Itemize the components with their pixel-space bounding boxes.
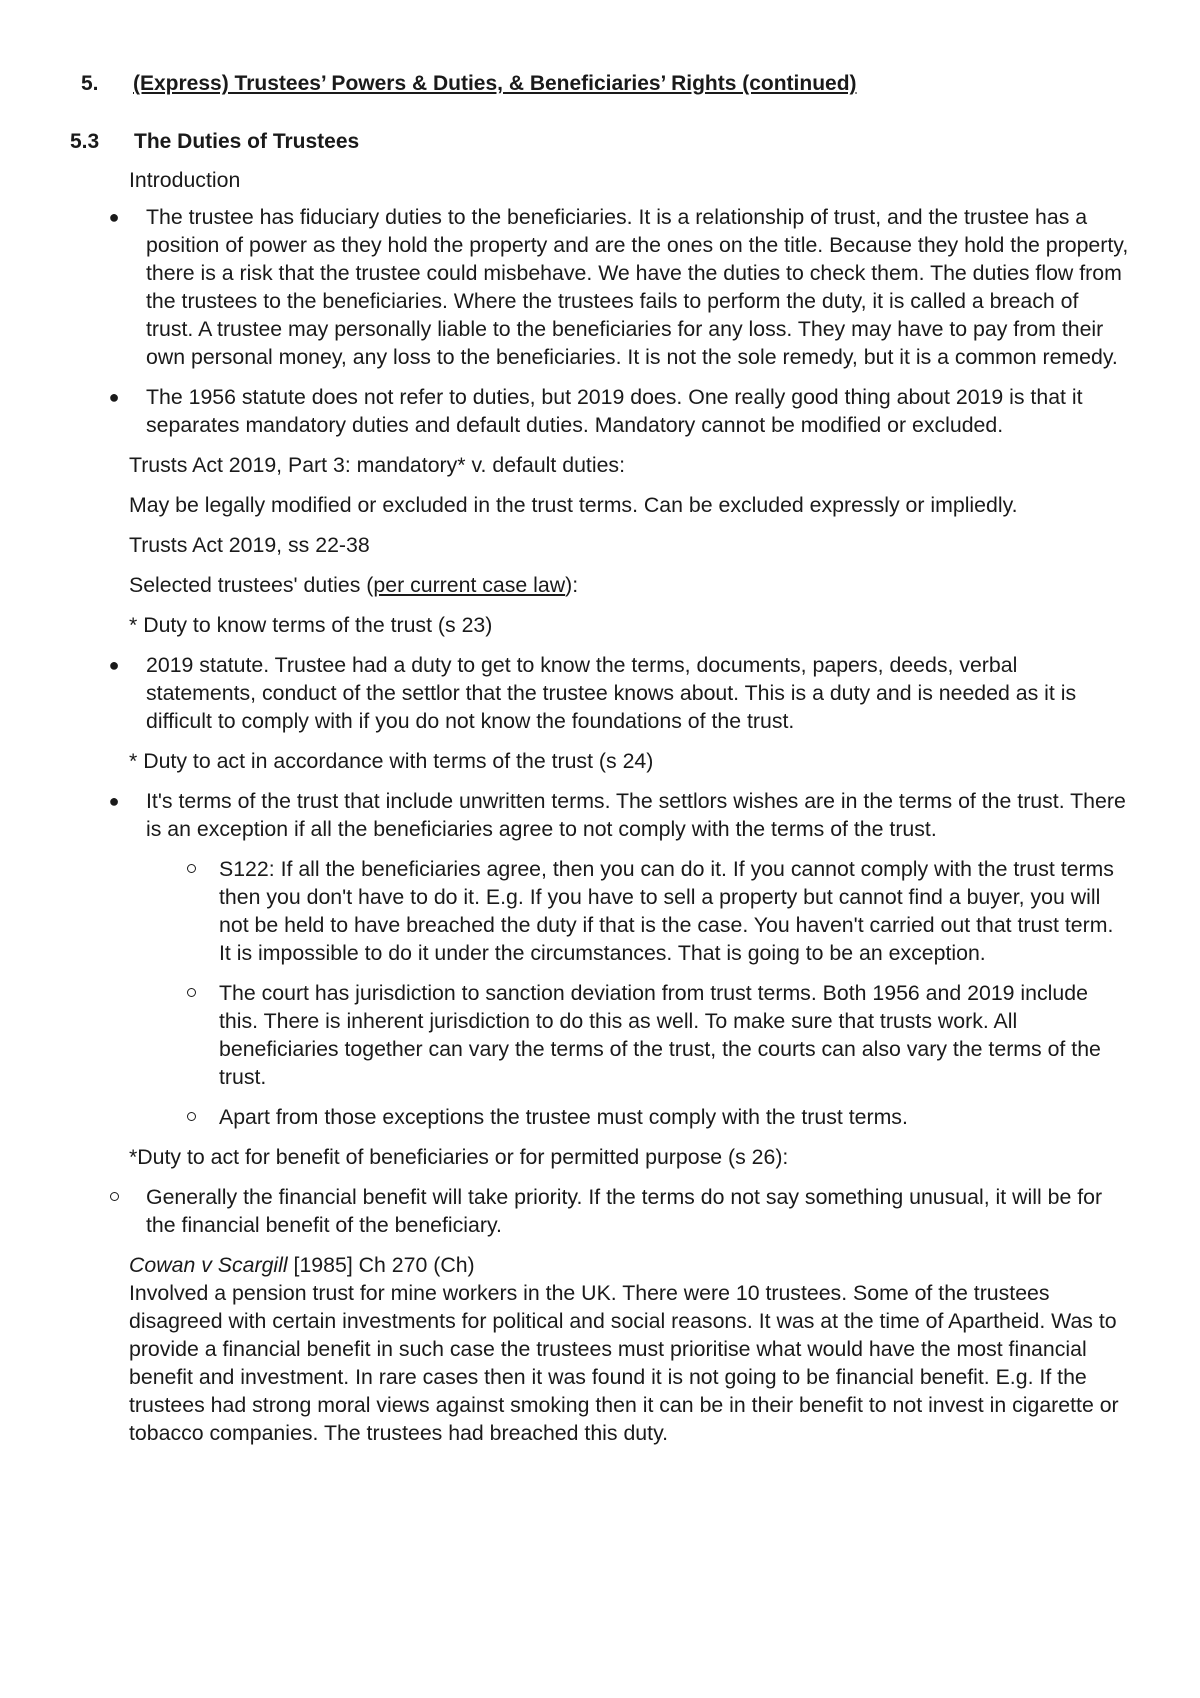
circle-bullet-icon bbox=[184, 979, 198, 1007]
bullet-icon: ● bbox=[108, 791, 120, 811]
sub-list-item bbox=[0, 979, 1200, 1091]
body-content bbox=[0, 166, 1200, 1447]
subsection-title: The Duties of Trustees bbox=[134, 130, 360, 153]
selected-duties bbox=[0, 571, 1200, 599]
sub-list-item-text: Apart from those exceptions the trustee must comply with the trust terms. bbox=[219, 1105, 908, 1129]
bullet-icon: ● bbox=[108, 655, 120, 675]
list-item bbox=[0, 1183, 1200, 1239]
sub-list-item bbox=[0, 855, 1200, 967]
case-name: Cowan v Scargill bbox=[129, 1253, 288, 1277]
bullet-icon: ● bbox=[108, 387, 120, 407]
section-heading bbox=[81, 72, 857, 96]
selected-duties-suffix: ): bbox=[565, 573, 579, 597]
trusts-act-sections: Trusts Act 2019, ss 22-38 bbox=[129, 533, 370, 557]
list-item-text: Generally the financial benefit will take priority. If the terms do not say something unusual, it will be for the financial benefit of the beneficiary. bbox=[146, 1185, 1103, 1237]
case-reference: [1985] Ch 270 (Ch) bbox=[287, 1253, 475, 1277]
intro-label: Introduction bbox=[129, 168, 241, 192]
selected-duties-prefix: Selected trustees' duties ( bbox=[129, 573, 374, 597]
bullet-icon: ● bbox=[108, 207, 120, 227]
case-citation bbox=[0, 1251, 1200, 1279]
list-item-text: It's terms of the trust that include unwritten terms. The settlors wishes are in the terms of the trust. There is an exception if all the beneficiaries agree to not comply with the terms of the trust. bbox=[146, 789, 1126, 841]
circle-bullet-icon bbox=[107, 1183, 121, 1211]
sub-list-item-text: The court has jurisdiction to sanction deviation from trust terms. Both 1956 and 2019 include this. There is inherent jurisdiction to do this as well. To make sure that trusts work. All beneficiaries together can vary the terms of the trust, the courts can also vary the terms of the trust. bbox=[219, 981, 1101, 1089]
list-item-text: The trustee has fiduciary duties to the beneficiaries. It is a relationship of trust, and the trustee has a position of power as they hold the property and are the ones on the title. Because they hold the property, there is a risk that the trustee could misbehave. We have the duties to check them. The duties flow from the trustees to the beneficiaries. Where the trustees fails to perform the duty, it is called a breach of trust. A trustee may personally liable to the beneficiaries for any loss. They may have to pay from their own personal money, any loss to the beneficiaries. It is not the sole remedy, but it is a common remedy. bbox=[146, 205, 1129, 369]
modify-note: May be legally modified or excluded in the trust terms. Can be excluded expressly or impliedly. bbox=[129, 493, 1018, 517]
case-summary: Involved a pension trust for mine workers in the UK. There were 10 trustees. Some of the trustees disagreed with certain investments for political and social reasons. It was at the time of Apartheid. Was to provide a financial benefit in such case the trustees must prioritise what would have the most financial benefit and investment. In rare cases then it was found it is not going to be financial benefit. E.g. If the trustees had strong moral views against smoking then it can be in their benefit to not invest in cigarette or tobacco companies. The trustees had breached this duty. bbox=[129, 1281, 1119, 1445]
circle-bullet-icon bbox=[184, 1103, 198, 1131]
duty-know-terms: * Duty to know terms of the trust (s 23) bbox=[129, 613, 493, 637]
subsection-number: 5.3 bbox=[70, 130, 100, 153]
list-item bbox=[0, 383, 1200, 439]
sub-list-item-text: S122: If all the beneficiaries agree, then you can do it. If you cannot comply with the trust terms then you don't have to do it. E.g. If you have to sell a property but cannot find a buyer, you will not be held to have breached the duty if that is the case. You haven't carried out that trust term. It is impossible to do it under the circumstances. That is going to be an exception. bbox=[219, 857, 1114, 965]
list-item bbox=[0, 651, 1200, 735]
list-item-text: 2019 statute. Trustee had a duty to get to know the terms, documents, papers, deeds, verbal statements, conduct of the settlor that the trustee knows about. This is a duty and is needed as it is difficult to comply with if you do not know the foundations of the trust. bbox=[146, 653, 1077, 733]
section-title: (Express) Trustees’ Powers & Duties, & Beneficiaries’ Rights (continued) bbox=[133, 72, 857, 95]
list-item bbox=[0, 203, 1200, 371]
list-item bbox=[0, 787, 1200, 843]
trusts-act-part3: Trusts Act 2019, Part 3: mandatory* v. default duties: bbox=[129, 453, 625, 477]
list-item-text: The 1956 statute does not refer to duties, but 2019 does. One really good thing about 2019 is that it separates mandatory duties and default duties. Mandatory cannot be modified or excluded. bbox=[146, 385, 1083, 437]
subsection-heading bbox=[70, 130, 359, 154]
duty-act-terms: * Duty to act in accordance with terms of the trust (s 24) bbox=[129, 749, 654, 773]
section-number: 5. bbox=[81, 72, 99, 95]
selected-duties-underlined: per current case law bbox=[373, 573, 566, 597]
sub-list-item bbox=[0, 1103, 1200, 1131]
circle-bullet-icon bbox=[184, 855, 198, 883]
duty-benefit: *Duty to act for benefit of beneficiaries or for permitted purpose (s 26): bbox=[129, 1145, 789, 1169]
